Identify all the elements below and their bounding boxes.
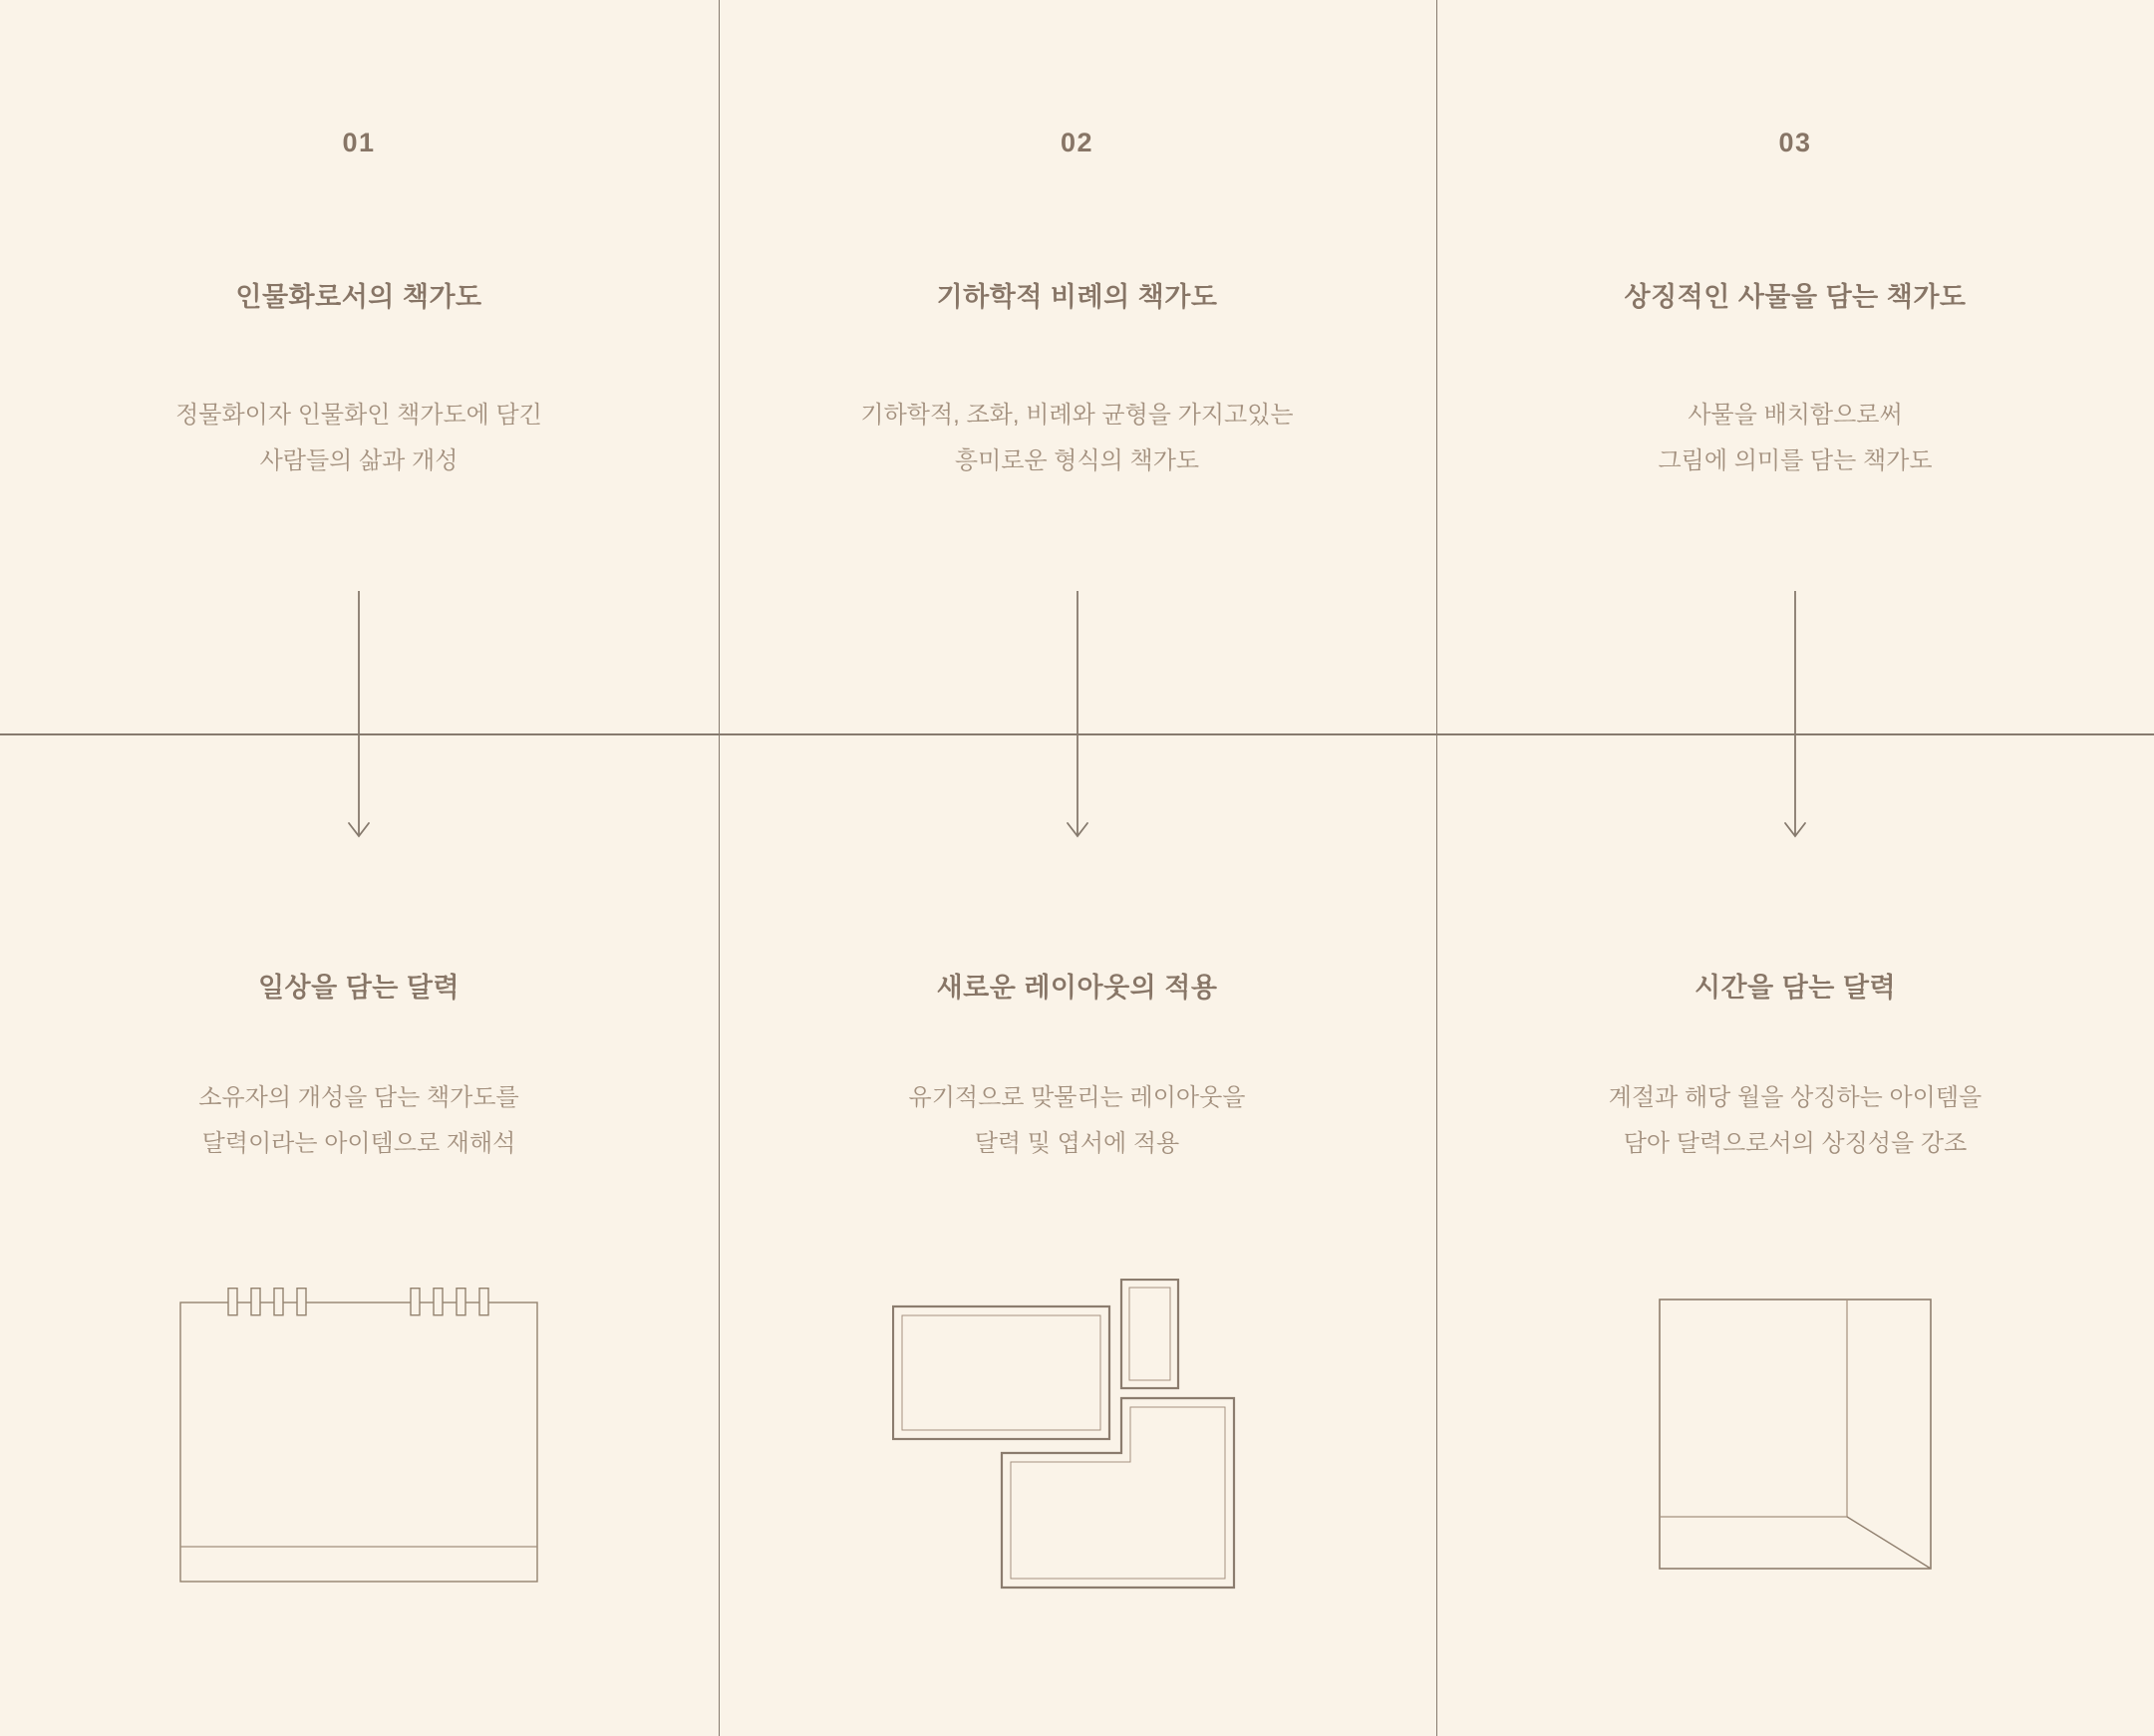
desc-line: 유기적으로 맞물리는 레이아웃을	[908, 1084, 1246, 1111]
top-description	[1436, 393, 2154, 484]
section-number: 01	[342, 128, 376, 157]
top-heading: 기하학적 비례의 책가도	[936, 282, 1218, 312]
column-1	[0, 0, 718, 1736]
desc-line: 소유자의 개성을 담는 책가도를	[198, 1084, 519, 1111]
down-arrow-icon	[1056, 591, 1099, 844]
bottom-description	[0, 1075, 718, 1167]
top-description	[0, 393, 718, 484]
desc-line: 담아 달력으로서의 상징성을 강조	[1623, 1130, 1968, 1157]
layout-frames-icon	[892, 1279, 1236, 1590]
desc-line: 사람들의 삶과 개성	[259, 447, 459, 474]
bottom-heading: 시간을 담는 달력	[1693, 973, 1897, 1003]
desc-line: 사물을 배치함으로써	[1688, 402, 1903, 429]
bottom-description	[719, 1075, 1436, 1167]
bottom-heading: 새로운 레이아웃의 적용	[936, 973, 1218, 1003]
open-box-icon	[1659, 1299, 1932, 1570]
desc-line: 달력 및 엽서에 적용	[974, 1130, 1180, 1157]
down-arrow-icon	[1773, 591, 1817, 844]
desc-line: 정물화이자 인물화인 책가도에 담긴	[175, 402, 542, 429]
desc-line: 계절과 해당 월을 상징하는 아이템을	[1608, 1084, 1983, 1111]
desc-line: 달력이라는 아이템으로 재해석	[201, 1130, 516, 1157]
desc-line: 흥미로운 형식의 책가도	[954, 447, 1200, 474]
top-heading: 상징적인 사물을 담는 책가도	[1624, 282, 1967, 312]
down-arrow-icon	[337, 591, 381, 844]
top-heading: 인물화로서의 책가도	[235, 282, 482, 312]
desc-line: 그림에 의미를 담는 책가도	[1658, 447, 1933, 474]
column-2	[719, 0, 1436, 1736]
bottom-heading: 일상을 담는 달력	[257, 973, 461, 1003]
section-number: 03	[1778, 128, 1812, 157]
bottom-description	[1436, 1075, 2154, 1167]
desk-calendar-icon	[179, 1288, 538, 1587]
section-number: 02	[1060, 128, 1094, 157]
top-description	[719, 393, 1436, 484]
desc-line: 기하학적, 조화, 비례와 균형을 가지고있는	[860, 402, 1294, 429]
column-3	[1436, 0, 2154, 1736]
